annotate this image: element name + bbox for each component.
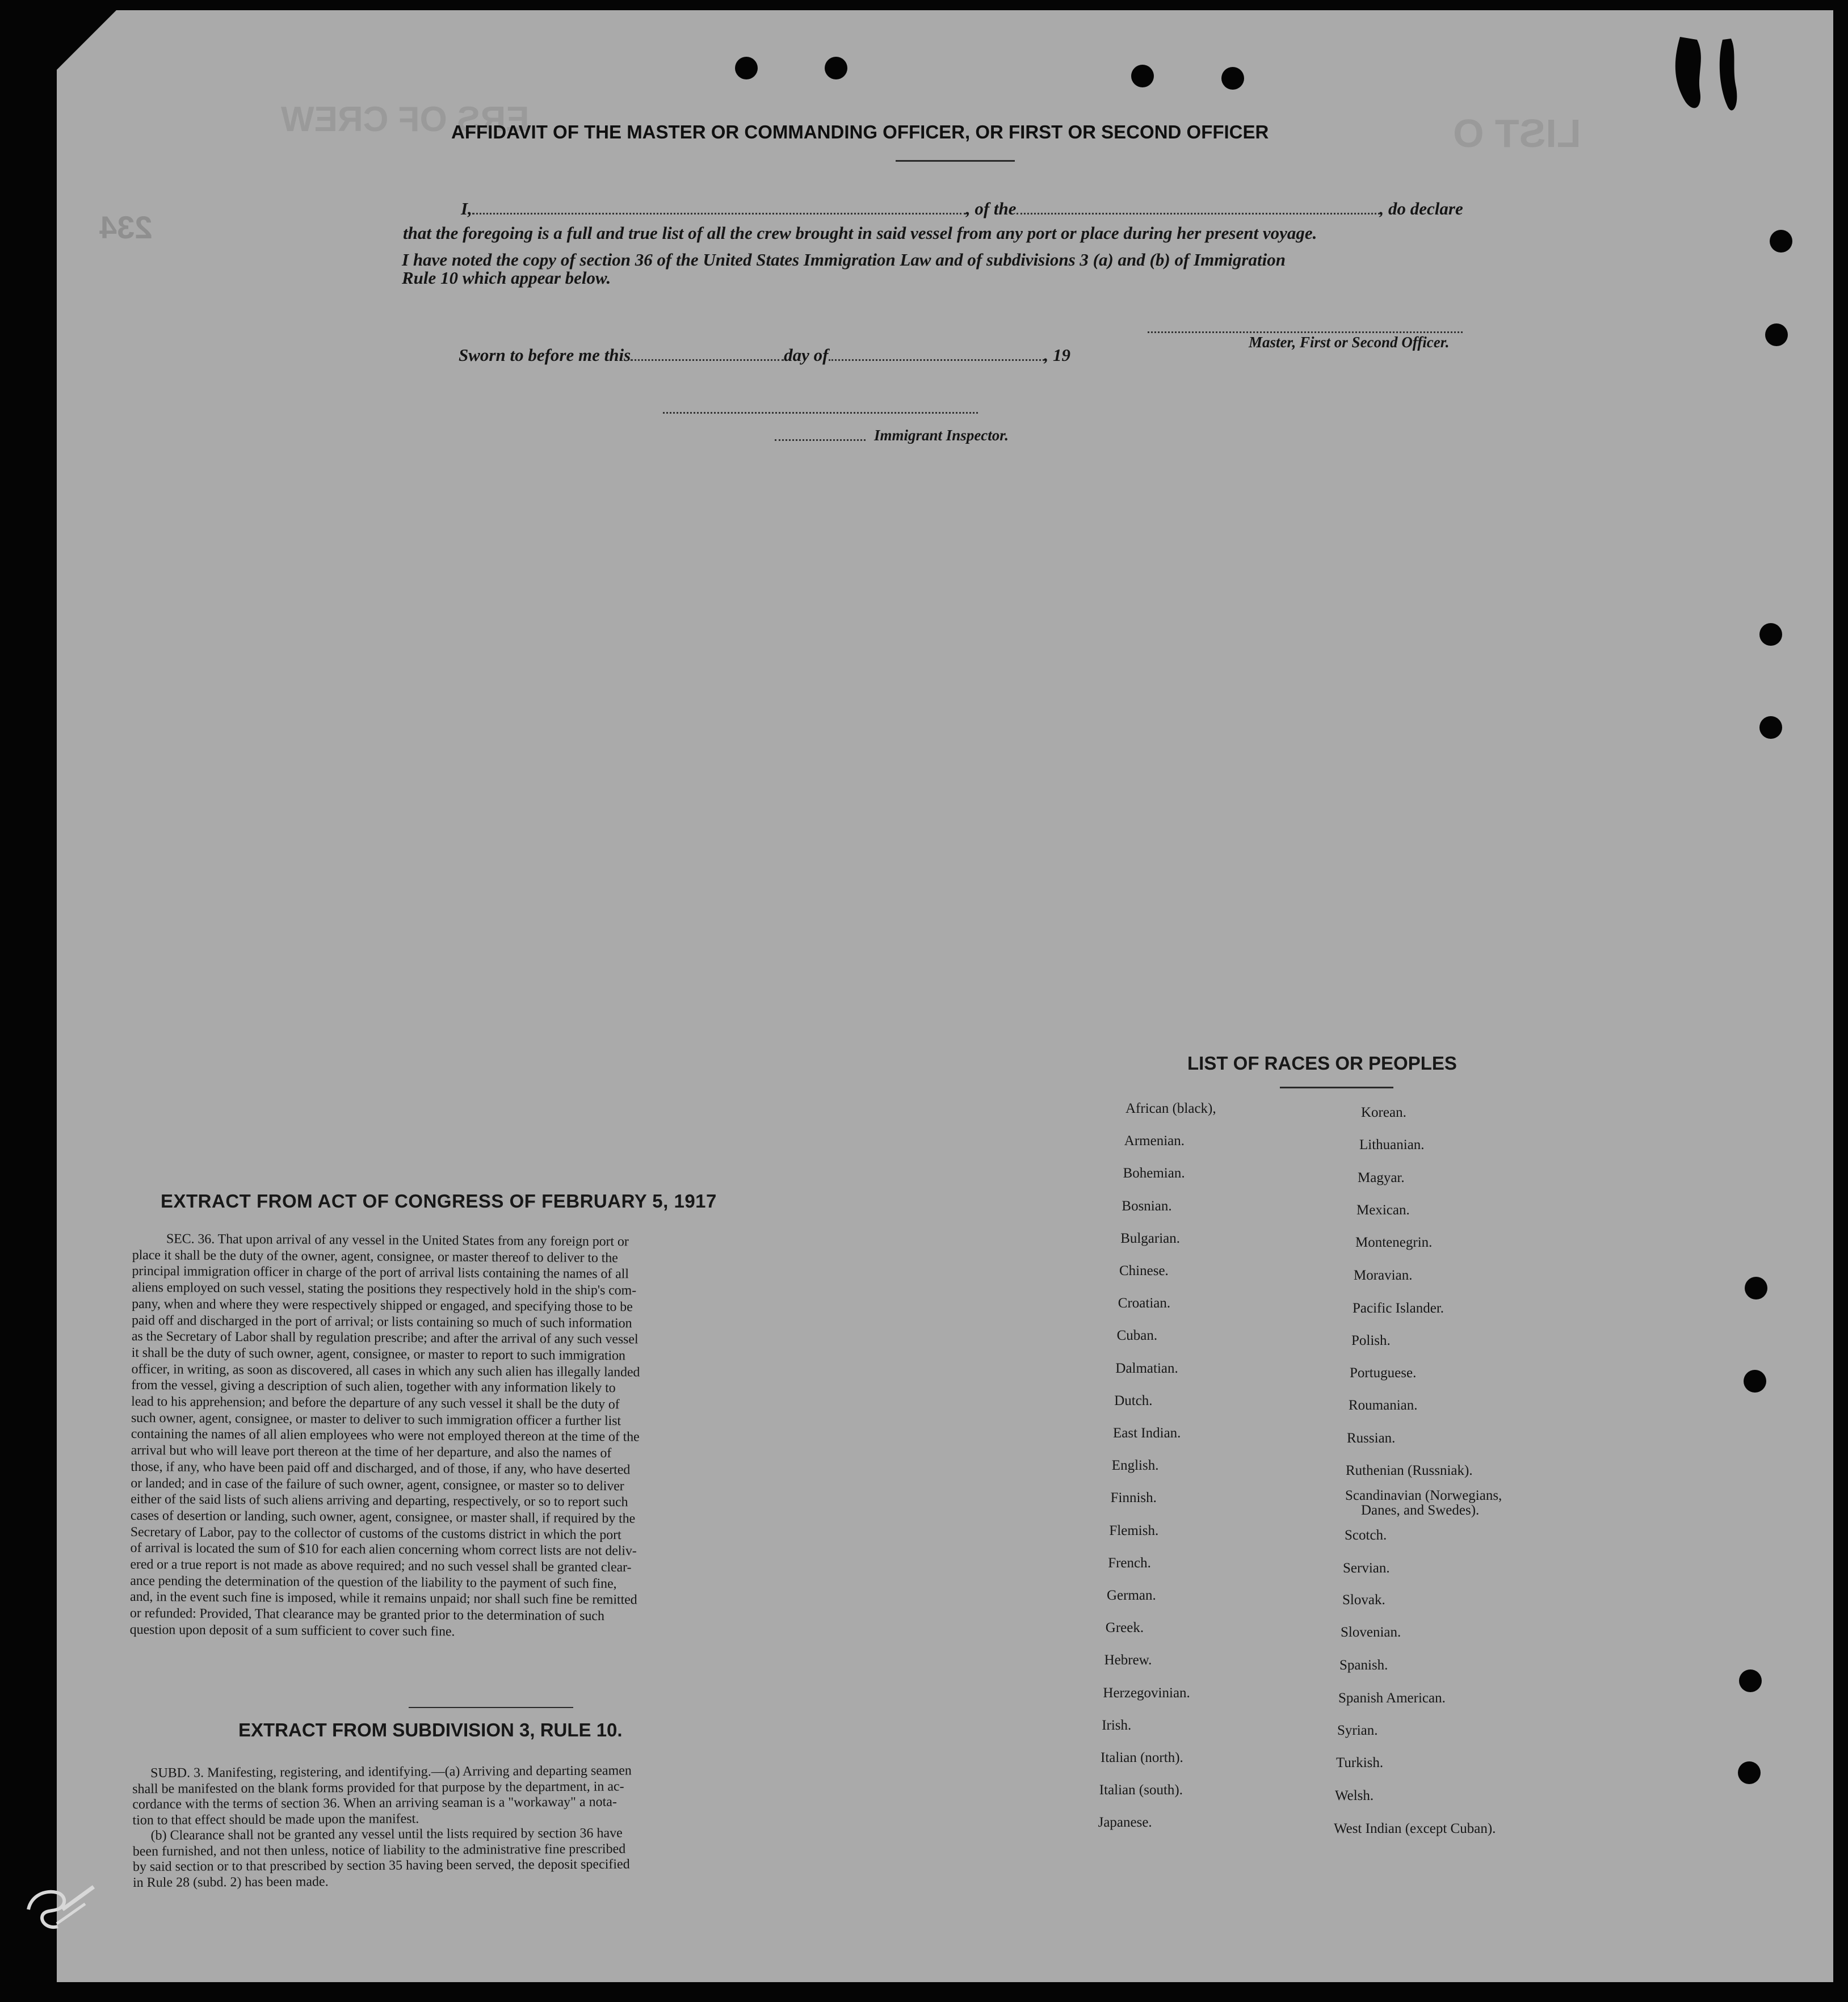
race-item: Scandinavian (Norwegians, (1345, 1488, 1502, 1503)
race-item: Turkish. (1336, 1755, 1384, 1770)
bleed-through-page-number: 234 (99, 209, 153, 245)
sworn-month-field[interactable] (829, 359, 1044, 361)
race-item: Korean. (1361, 1105, 1406, 1120)
act-extract-line: it shall be the duty of such owner, agent, consignee, or master to report to such immigration (131, 1345, 625, 1364)
punch-hole (825, 57, 847, 79)
race-item: Servian. (1343, 1561, 1390, 1576)
race-item: Italian (south). (1099, 1782, 1183, 1798)
act-extract-line: or refunded: Provided, That clearance may be granted prior to the determination of such (129, 1606, 604, 1624)
act-extract-line: SEC. 36. That upon arrival of any vessel in the United States from any foreign port or (166, 1231, 629, 1250)
punch-hole (1221, 67, 1244, 90)
race-item: Syrian. (1337, 1723, 1378, 1738)
race-item: Spanish. (1339, 1658, 1388, 1673)
act-extract-title: EXTRACT FROM ACT OF CONGRESS OF FEBRUARY 5, 1917 (161, 1191, 717, 1212)
punch-hole (1738, 1761, 1761, 1784)
punch-hole (1745, 1277, 1767, 1299)
race-item: Italian (north). (1101, 1750, 1183, 1765)
act-extract-line: place it shall be the duty of the owner, agent, consignee, or master thereof to deliver to the (132, 1247, 618, 1265)
race-item: Irish. (1102, 1717, 1132, 1733)
bleed-through-header-right: ERS OF CREW (281, 100, 530, 139)
rule-extract-line: tion to that effect should be made upon the manifest. (132, 1811, 419, 1828)
affidavit-title-rule (896, 160, 1015, 162)
race-item: Lithuanian. (1359, 1137, 1425, 1153)
race-item: Slovenian. (1341, 1625, 1401, 1640)
race-item: Welsh. (1335, 1788, 1374, 1803)
race-item: Cuban. (1116, 1328, 1158, 1344)
race-item: Bulgarian. (1120, 1230, 1181, 1246)
race-item: Croatian. (1118, 1296, 1171, 1311)
punch-hole (1759, 623, 1782, 646)
act-extract-line: officer, in writing, as soon as discovered, all cases in which any such alien has illegally landed (131, 1361, 640, 1380)
affidavit-body-line: that the foregoing is a full and true list of all the crew brought in said vessel from any port or place during her present voyage. (403, 223, 1317, 243)
sworn-label: Sworn to before me this (459, 345, 631, 365)
act-extract-line: of arrival is located the sum of $10 for each alien concerning whom correct lists are not deliv- (130, 1541, 637, 1559)
inspector-signature-line[interactable] (663, 411, 978, 414)
rule-extract-line: SUBD. 3. Manifesting, registering, and identifying.—(a) Arriving and departing seamen (150, 1763, 632, 1781)
sworn-line (459, 345, 1070, 365)
race-item: Polish. (1351, 1333, 1391, 1348)
race-item: Herzegovinian. (1103, 1685, 1190, 1701)
races-title: LIST OF RACES OR PEOPLES (1187, 1053, 1457, 1074)
act-extract-line: principal immigration officer in charge of the port of arrival lists containing the names of all (132, 1264, 629, 1282)
act-extract-line: lead to his apprehension; and before the departure of any such vessel it shall be the duty of (131, 1394, 620, 1412)
officer-signature-line[interactable] (1148, 331, 1463, 333)
rule-extract-line: cordance with the terms of section 36. When an arriving seaman is a "workaway" a nota- (132, 1794, 617, 1812)
affidavit-body-line: I have noted the copy of section 36 of the United States Immigration Law and of subdivisions 3 (a) and (b) of Immigration (402, 250, 1286, 270)
torn-edge-mark (1663, 34, 1759, 125)
of-the-label: , of the (965, 199, 1017, 218)
races-title-rule (1280, 1087, 1393, 1088)
punch-hole (1131, 65, 1154, 87)
race-item: West Indian (except Cuban). (1334, 1821, 1496, 1836)
rule-extract-line: (b) Clearance shall not be granted any vessel until the lists required by section 36 have (150, 1826, 623, 1843)
act-extract-line: such owner, agent, consignee, or master to deliver to such immigration officer a further list (131, 1410, 621, 1428)
act-extract-line: pany, when and where they were respectively shipped or engaged, and specifying those to be (132, 1296, 633, 1315)
act-extract-line: those, if any, who have been paid off and discharged, and of those, if any, who have deserted (131, 1459, 631, 1478)
day-of-label: day of (784, 345, 829, 365)
act-extract-line: containing the names of all alien employees who were not employed thereon at the time of the (131, 1427, 640, 1445)
inspector-caption: Immigrant Inspector. (874, 427, 1009, 444)
rule-extract-line: by said section or to that prescribed by section 35 having been served, the deposit specified (132, 1857, 630, 1874)
punch-hole (1770, 230, 1792, 253)
race-item: Moravian. (1354, 1268, 1413, 1283)
act-extract-line: aliens employed on such vessel, stating the positions they respectively hold in the ship's com- (132, 1280, 637, 1298)
document-page (57, 10, 1833, 1982)
rule-extract-title: EXTRACT FROM SUBDIVISION 3, RULE 10. (238, 1719, 623, 1740)
race-item: Danes, and Swedes). (1361, 1503, 1480, 1518)
affidavit-body-line: Rule 10 which appear below. (402, 268, 611, 288)
race-item: Bohemian. (1123, 1166, 1185, 1181)
race-item: Mexican. (1356, 1202, 1410, 1218)
bleed-through-header-left: LIST O (1453, 111, 1581, 155)
punch-hole (735, 57, 758, 79)
act-extract-line: either of the said lists of such aliens arriving and departing, respectively, or so to report such (131, 1492, 628, 1510)
do-declare-label: , do declare (1379, 199, 1463, 218)
race-item: Flemish. (1109, 1522, 1159, 1538)
race-item: Scotch. (1345, 1528, 1387, 1543)
race-item: East Indian. (1113, 1425, 1181, 1441)
stamp-mark (23, 1875, 102, 1938)
act-extract-line: paid off and discharged in the port of arrival; or lists containing so much of such information (131, 1313, 632, 1331)
race-item: Hebrew. (1104, 1652, 1152, 1668)
act-extract-rule (409, 1707, 573, 1708)
vessel-name-field[interactable] (1017, 212, 1380, 214)
race-item: Magyar. (1358, 1170, 1405, 1185)
rule-extract-line: been furnished, and not then unless, notice of liability to the administrative fine prescribed (132, 1841, 626, 1859)
race-item: Roumanian. (1349, 1398, 1418, 1413)
affidavit-title: AFFIDAVIT OF THE MASTER OR COMMANDING OFFICER, OR FIRST OR SECOND OFFICER (451, 121, 1269, 142)
race-item: Slovak. (1342, 1592, 1385, 1608)
race-item: Montenegrin. (1355, 1235, 1433, 1250)
race-item: Finnish. (1110, 1490, 1157, 1506)
race-item: Dalmatian. (1115, 1360, 1178, 1376)
race-item: Dutch. (1114, 1393, 1153, 1408)
act-extract-line: and, in the event such fine is imposed, while it remains unpaid; nor shall such fine be remitted (129, 1589, 637, 1608)
rule-extract-line: shall be manifested on the blank forms provided for that purpose by the department, in ac- (132, 1778, 624, 1797)
act-extract-line: cases of desertion or landing, such owner, agent, consignee, or master shall, if required by the (130, 1508, 636, 1526)
declarant-label: I, (461, 199, 472, 218)
race-item: Bosnian. (1122, 1198, 1172, 1214)
race-item: English. (1111, 1458, 1159, 1474)
act-extract-line: as the Secretary of Labor shall by regulation prescribe; and after the arrival of any such vessel (131, 1329, 639, 1347)
act-extract-line: from the vessel, giving a description of such alien, together with any information likely to (131, 1378, 616, 1396)
act-extract-line: question upon deposit of a sum sufficient to cover such fine. (129, 1622, 455, 1639)
sworn-day-field[interactable] (631, 359, 784, 361)
race-item: Japanese. (1098, 1815, 1152, 1831)
race-item: Portuguese. (1350, 1365, 1417, 1381)
race-item: German. (1107, 1588, 1156, 1603)
punch-hole (1765, 323, 1788, 346)
act-extract-line: ance pending the determination of the question of the liability to the payment of such fine, (130, 1573, 617, 1591)
race-item: African (black), (1125, 1101, 1216, 1116)
declarant-name-field[interactable] (472, 212, 966, 214)
punch-hole (1744, 1370, 1766, 1393)
act-extract-line: Secretary of Labor, pay to the collector of customs of the customs district in which the port (130, 1524, 621, 1542)
race-item: Armenian. (1124, 1133, 1185, 1149)
race-item: Ruthenian (Russniak). (1346, 1463, 1473, 1478)
officer-caption: Master, First or Second Officer. (1249, 334, 1450, 351)
punch-hole (1759, 716, 1782, 739)
race-item: French. (1108, 1555, 1151, 1571)
act-extract-line: ered or a true report is not made as above required; and no such vessel shall be granted clear- (130, 1557, 632, 1575)
rule-extract-line: in Rule 28 (subd. 2) has been made. (133, 1874, 329, 1890)
inspector-prefix-line[interactable] (775, 439, 866, 441)
race-item: Spanish American. (1338, 1690, 1446, 1706)
affidavit-line-1 (461, 199, 1504, 219)
race-item: Greek. (1105, 1620, 1144, 1636)
race-item: Pacific Islander. (1353, 1301, 1444, 1316)
race-item: Chinese. (1119, 1263, 1169, 1278)
race-item: Russian. (1347, 1431, 1396, 1446)
act-extract-line: arrival but who will leave port thereon at the time of her departure, and also the names of (131, 1443, 612, 1461)
year-label: , 19 (1044, 345, 1070, 365)
act-extract-line: or landed; and in case of the failure of such owner, agent, consignee, or master so to deliver (131, 1475, 624, 1494)
punch-hole (1739, 1669, 1762, 1692)
